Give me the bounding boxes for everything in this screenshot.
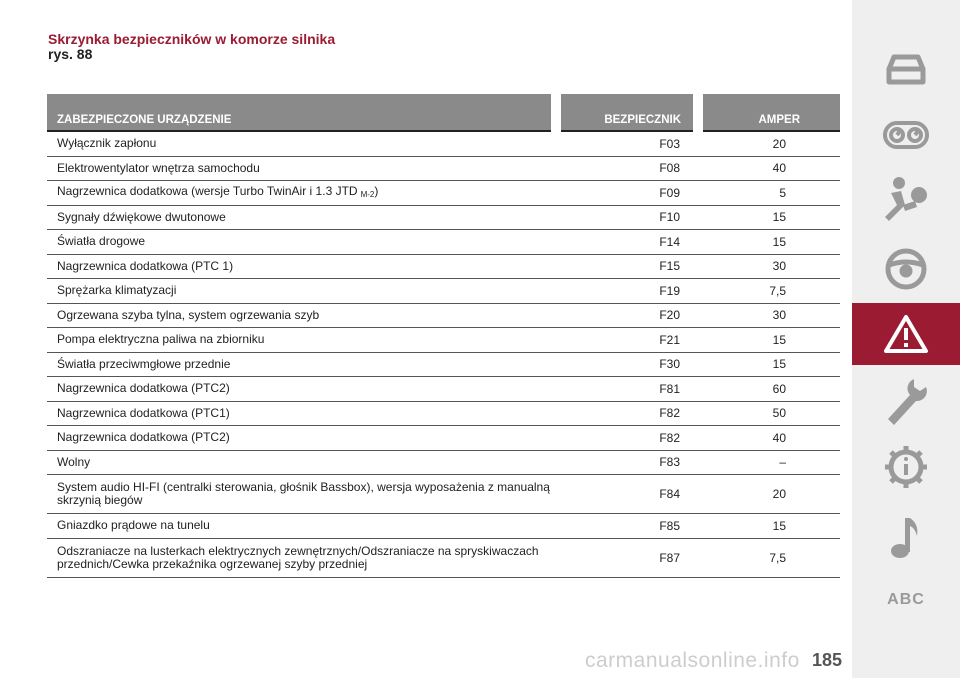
watermark: carmanualsonline.info <box>585 649 800 672</box>
table-row <box>47 514 840 539</box>
table-header-row <box>47 94 840 131</box>
device-cell: Elektrowentylator wnętrza samochodu <box>47 156 556 181</box>
dashboard-gauges-icon[interactable] <box>852 105 960 165</box>
amper-cell: 15 <box>698 205 840 230</box>
section-heading <box>48 32 335 62</box>
device-cell: Pompa elektryczna paliwa na zbiorniku <box>47 328 556 353</box>
amper-cell: 60 <box>698 377 840 402</box>
music-note-icon[interactable] <box>852 505 960 569</box>
table-row <box>47 352 840 377</box>
device-cell: Nagrzewnica dodatkowa (PTC 1) <box>47 254 556 279</box>
device-cell: System audio HI-FI (centralki sterowania, głośnik Bassbox), wersja wyposażenia z manualną skrzynią biegów <box>47 475 556 514</box>
table-row <box>47 131 840 156</box>
airbag-seat-icon[interactable] <box>852 165 960 235</box>
table-row <box>47 230 840 255</box>
fuse-cell: F82 <box>556 426 698 451</box>
amper-cell: 30 <box>698 303 840 328</box>
table-row <box>47 156 840 181</box>
device-cell: Gniazdko prądowe na tunelu <box>47 514 556 539</box>
amper-cell: – <box>698 450 840 475</box>
fuse-cell: F15 <box>556 254 698 279</box>
table-row <box>47 538 840 577</box>
amper-cell: 20 <box>698 131 840 156</box>
amper-cell: 15 <box>698 328 840 353</box>
amper-cell: 15 <box>698 352 840 377</box>
fuse-cell: F20 <box>556 303 698 328</box>
device-cell: Nagrzewnica dodatkowa (PTC2) <box>47 377 556 402</box>
device-text: Nagrzewnica dodatkowa (wersje Turbo TwinAir i 1.3 JTD <box>57 183 358 198</box>
fuse-cell: F08 <box>556 156 698 181</box>
table-row <box>47 205 840 230</box>
amper-cell: 15 <box>698 230 840 255</box>
fuse-cell: F19 <box>556 279 698 304</box>
device-cell: Nagrzewnica dodatkowa (PTC1) <box>47 401 556 426</box>
page-title: Skrzynka bezpieczników w komorze silnika <box>48 31 336 47</box>
amper-cell: 15 <box>698 514 840 539</box>
column-header-fuse: BEZPIECZNIK <box>556 94 698 131</box>
amper-cell: 50 <box>698 401 840 426</box>
steering-wheel-icon[interactable] <box>852 238 960 300</box>
amper-cell: 30 <box>698 254 840 279</box>
table-row <box>47 181 840 206</box>
warning-triangle-icon[interactable] <box>852 303 960 365</box>
fuse-cell: F81 <box>556 377 698 402</box>
device-cell: Wolny <box>47 450 556 475</box>
column-header-device: ZABEZPIECZONE URZĄDZENIE <box>47 94 556 131</box>
chapter-sidebar <box>852 0 960 678</box>
amper-cell: 40 <box>698 156 840 181</box>
fuse-cell: F87 <box>556 538 698 577</box>
fuse-cell: F14 <box>556 230 698 255</box>
fuse-cell: F83 <box>556 450 698 475</box>
device-text-suffix: ) <box>374 183 379 198</box>
page-number: 185 <box>812 650 843 670</box>
fuse-cell: F03 <box>556 131 698 156</box>
fuse-cell: F85 <box>556 514 698 539</box>
table-row <box>47 426 840 451</box>
abc-label: ABC <box>887 591 925 608</box>
fuse-cell: F30 <box>556 352 698 377</box>
fuse-cell: F82 <box>556 401 698 426</box>
device-cell <box>47 181 556 206</box>
fuse-table <box>47 94 840 578</box>
fuse-cell: F10 <box>556 205 698 230</box>
device-cell: Światła drogowe <box>47 230 556 255</box>
car-icon[interactable] <box>852 40 960 100</box>
fuse-cell: F84 <box>556 475 698 514</box>
table-row <box>47 450 840 475</box>
figure-reference: rys. 88 <box>48 46 93 62</box>
table-row <box>47 475 840 514</box>
wrench-icon[interactable] <box>852 370 960 434</box>
amper-cell: 40 <box>698 426 840 451</box>
table-row <box>47 401 840 426</box>
table-row <box>47 328 840 353</box>
device-cell: Odszraniacze na lusterkach elektrycznych zewnętrznych/Odszraniacze na spryskiwaczach przednich/Cewka przekaźnika ogrzewanej szyby przedniej <box>47 538 556 577</box>
column-header-amper: AMPER <box>698 94 840 131</box>
table-row <box>47 377 840 402</box>
amper-cell: 7,5 <box>698 279 840 304</box>
table-row <box>47 254 840 279</box>
fuse-cell: F09 <box>556 181 698 206</box>
device-cell: Ogrzewana szyba tylna, system ogrzewania szyb <box>47 303 556 328</box>
engine-subscript: M-2 <box>360 189 375 199</box>
amper-cell: 5 <box>698 181 840 206</box>
device-cell: Światła przeciwmgłowe przednie <box>47 352 556 377</box>
device-cell: Sygnały dźwiękowe dwutonowe <box>47 205 556 230</box>
fuse-cell: F21 <box>556 328 698 353</box>
device-cell: Wyłącznik zapłonu <box>47 131 556 156</box>
device-cell: Sprężarka klimatyzacji <box>47 279 556 304</box>
table-row <box>47 279 840 304</box>
table-row <box>47 303 840 328</box>
amper-cell: 20 <box>698 475 840 514</box>
amper-cell: 7,5 <box>698 538 840 577</box>
abc-index-icon[interactable] <box>852 580 960 620</box>
device-cell: Nagrzewnica dodatkowa (PTC2) <box>47 426 556 451</box>
info-gear-icon[interactable] <box>852 435 960 499</box>
